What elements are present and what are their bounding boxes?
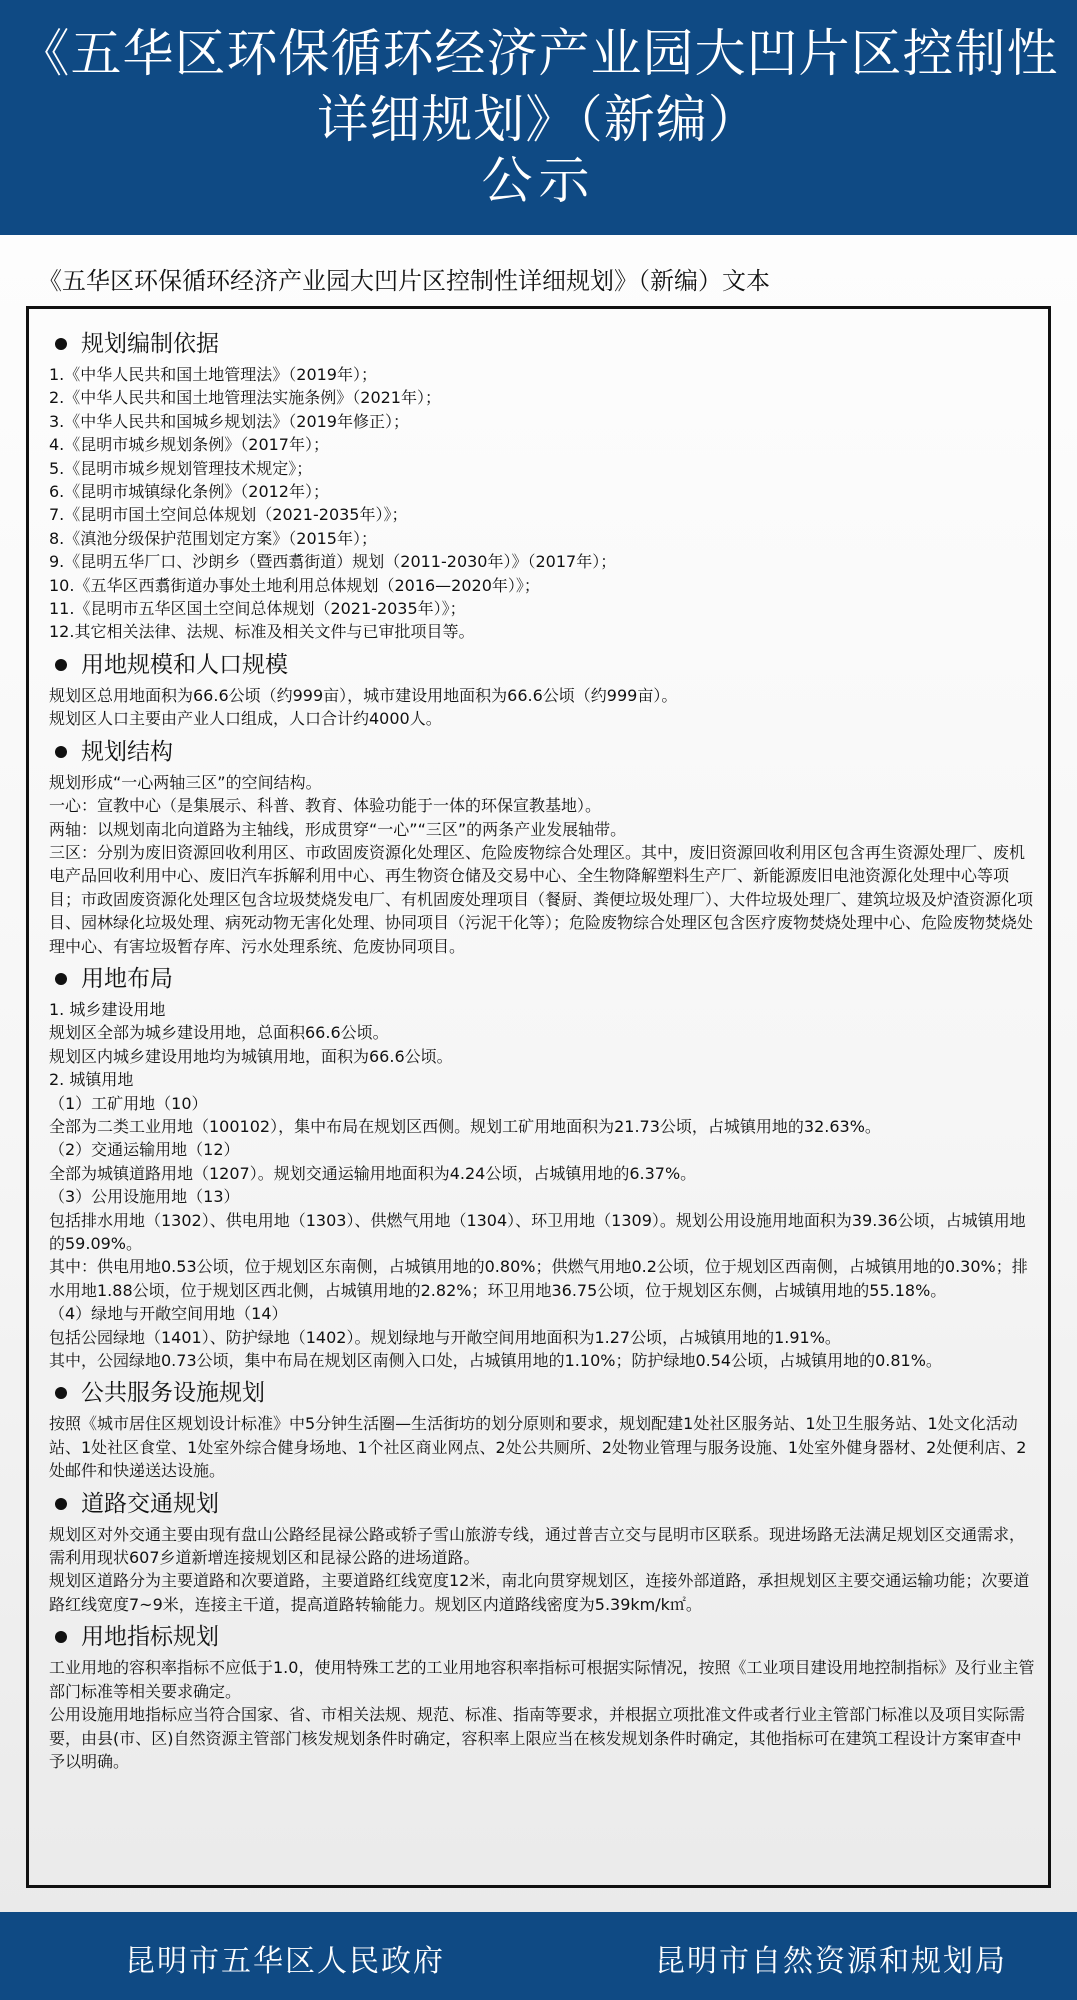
paragraph: 一心：宣教中心（是集展示、科普、教育、体验功能于一体的环保宣教基地）。: [49, 796, 602, 816]
header-banner: [0, 0, 1077, 235]
list-item: 7.《昆明市国土空间总体规划（2021-2035年）》；: [49, 505, 408, 525]
paragraph: 两轴：以规划南北向道路为主轴线，形成贯穿“一心”“三区”的两条产业发展轴带。: [49, 819, 627, 839]
paragraph: 三区：分别为废旧资源回收利用区、市政固废资源化处理区、危险废物综合处理区。其中，废旧资源回收利用区包含再生资源处理厂、废机电产品回收利用中心、废旧汽车拆解利用中心、再生物资仓储及交易中心、全生物降解塑料生产厂、新能源废旧电池资源化处理中心等项目；市政固废资源化处理区包含垃圾焚烧发电厂、有机固废处理项目（餐厨、粪便垃圾处理厂）、大件垃圾处理厂、建筑垃圾及炉渣资源化项目、园林绿化垃圾处理、病死动物无害化处理、协同项目（污泥干化等）；危险废物综合处理区包含医疗废物焚烧处理中心、危险废物焚烧处理中心、有害垃圾暂存库、污水处理系统、危废协同项目。: [49, 842, 1034, 956]
bullet-icon: [55, 338, 67, 350]
list-item: 6.《昆明市城镇绿化条例》（2012年）；: [49, 482, 329, 502]
footer-org-right: 昆明市自然资源和规划局: [655, 1944, 1007, 1979]
bullet-icon: [55, 1498, 67, 1510]
list-item: 3.《中华人民共和国城乡规划法》（2019年修正）；: [49, 411, 409, 431]
paragraph: 规划区内城乡建设用地均为城镇用地，面积为66.6公顷。: [49, 1046, 453, 1066]
document-heading: 《五华区环保循环经济产业园大凹片区控制性详细规划》（新编）文本: [38, 267, 770, 295]
paragraph: 全部为城镇道路用地（1207）。规划交通运输用地面积为4.24公顷，占城镇用地的6.37%。: [49, 1163, 697, 1183]
section-road-traffic: [49, 1489, 1036, 1617]
bullet-icon: [55, 1631, 67, 1643]
paragraph: 规划区总用地面积为66.6公顷（约999亩），城市建设用地面积为66.6公顷（约999亩）。: [49, 685, 678, 705]
paragraph: 规划形成“一心两轴三区”的空间结构。: [49, 772, 322, 792]
paragraph: 规划区全部为城乡建设用地，总面积66.6公顷。: [49, 1023, 389, 1043]
paragraph: 全部为二类工业用地（100102），集中布局在规划区西侧。规划工矿用地面积为21.73公顷，占城镇用地的32.63%。: [49, 1116, 881, 1136]
section-public-services: [49, 1378, 1036, 1482]
list-item: 11.《昆明市五华区国土空间总体规划（2021-2035年）》；: [49, 599, 466, 619]
list-item: 9.《昆明五华厂口、沙朗乡（暨西翥街道）规划（2011-2030年）》（2017年）；: [49, 552, 617, 572]
section-land-indicators: [49, 1622, 1036, 1773]
section-title: 用地布局: [49, 964, 1036, 994]
page-subtitle: 公示: [481, 152, 596, 211]
paragraph: 包括排水用地（1302）、供电用地（1303）、供燃气用地（1304）、环卫用地（1309）。规划公用设施用地面积为39.36公顷，占城镇用地的59.09%。: [49, 1210, 1026, 1253]
paragraph: 包括公园绿地（1401）、防护绿地（1402）。规划绿地与开敞空间用地面积为1.27公顷，占城镇用地的1.91%。: [49, 1327, 841, 1347]
paragraph: 按照《城市居住区规划设计标准》中5分钟生活圈—生活街坊的划分原则和要求，规划配建1处社区服务站、1处卫生服务站、1处文化活动站、1处社区食堂、1处室外综合健身场地、1个社区商业网点、2处公共厕所、2处物业管理与服务设施、1处室外健身器材、2处便利店、2处邮件和快递送达设施。: [49, 1414, 1027, 1481]
section-title: 用地指标规划: [49, 1622, 1036, 1652]
paragraph: 2. 城镇用地: [49, 1070, 134, 1090]
page-title: 《五华区环保循环经济产业园大凹片区控制性详细规划》（新编）: [18, 25, 1059, 150]
paragraph: （4）绿地与开敞空间用地（14）: [49, 1304, 288, 1324]
list-item: 2.《中华人民共和国土地管理法实施条例》（2021年）；: [49, 388, 441, 408]
content-panel: [26, 306, 1051, 1888]
section-structure: [49, 737, 1036, 958]
paragraph: 工业用地的容积率指标不应低于1.0，使用特殊工艺的工业用地容积率指标可根据实际情况，按照《工业项目建设用地控制指标》及行业主管部门标准等相关要求确定。: [49, 1658, 1035, 1701]
paragraph: （2）交通运输用地（12）: [49, 1140, 240, 1160]
list-item: 5.《昆明市城乡规划管理技术规定》；: [49, 458, 313, 478]
paragraph: （1）工矿用地（10）: [49, 1093, 208, 1113]
section-title: 用地规模和人口规模: [49, 650, 1036, 680]
paragraph: 规划区人口主要由产业人口组成，人口合计约4000人。: [49, 709, 442, 729]
section-title: 规划编制依据: [49, 329, 1036, 359]
bullet-icon: [55, 973, 67, 985]
list-item: 12.其它相关法律、法规、标准及相关文件与已审批项目等。: [49, 622, 475, 642]
paragraph: （3）公用设施用地（13）: [49, 1187, 240, 1207]
footer-banner: [0, 1912, 1077, 2000]
section-title: 规划结构: [49, 737, 1036, 767]
bullet-icon: [55, 659, 67, 671]
section-basis: [49, 329, 1036, 644]
section-title: 公共服务设施规划: [49, 1378, 1036, 1408]
bullet-icon: [55, 746, 67, 758]
section-scale: [49, 650, 1036, 731]
footer-org-left: 昆明市五华区人民政府: [125, 1944, 445, 1979]
paragraph: 公用设施用地指标应当符合国家、省、市相关法规、规范、标准、指南等要求，并根据立项批准文件或者行业主管部门标准以及项目实际需要，由县(市、区)自然资源主管部门核发规划条件时确定，容积率上限应当在核发规划条件时确定，其他指标可在建筑工程设计方案审查中予以明确。: [49, 1705, 1026, 1771]
list-item: 10.《五华区西翥街道办事处土地利用总体规划（2016—2020年）》；: [49, 575, 540, 595]
paragraph: 规划区道路分为主要道路和次要道路，主要道路红线宽度12米，南北向贯穿规划区，连接外部道路，承担规划区主要交通运输功能；次要道路红线宽度7~9米，连接主干道，提高道路转输能力。规划区内道路线密度为5.39km/k㎡。: [49, 1571, 1030, 1614]
paragraph: 1. 城乡建设用地: [49, 999, 166, 1019]
paragraph: 其中：供电用地0.53公顷，位于规划区东南侧，占城镇用地的0.80%；供燃气用地0.2公顷，位于规划区西南侧，占城镇用地的0.30%；排水用地1.88公顷，位于规划区西北侧，占城镇用地的2.82%；环卫用地36.75公顷，位于规划区东侧，占城镇用地的55.18%。: [49, 1257, 1028, 1300]
list-item: 4.《昆明市城乡规划条例》（2017年）；: [49, 435, 329, 455]
list-item: 1.《中华人民共和国土地管理法》（2019年）；: [49, 365, 377, 384]
section-title: 道路交通规划: [49, 1489, 1036, 1519]
paragraph: 规划区对外交通主要由现有盘山公路经昆禄公路或轿子雪山旅游专线，通过普吉立交与昆明市区联系。现进场路无法满足规划区交通需求，需利用现状607乡道新增连接规划区和昆禄公路的进场道路。: [49, 1524, 1026, 1568]
bullet-icon: [55, 1387, 67, 1399]
section-land-layout: [49, 964, 1036, 1373]
list-item: 8.《滇池分级保护范围划定方案》（2015年）；: [49, 528, 377, 548]
paragraph: 其中，公园绿地0.73公顷，集中布局在规划区南侧入口处，占城镇用地的1.10%；防护绿地0.54公顷，占城镇用地的0.81%。: [49, 1351, 942, 1371]
